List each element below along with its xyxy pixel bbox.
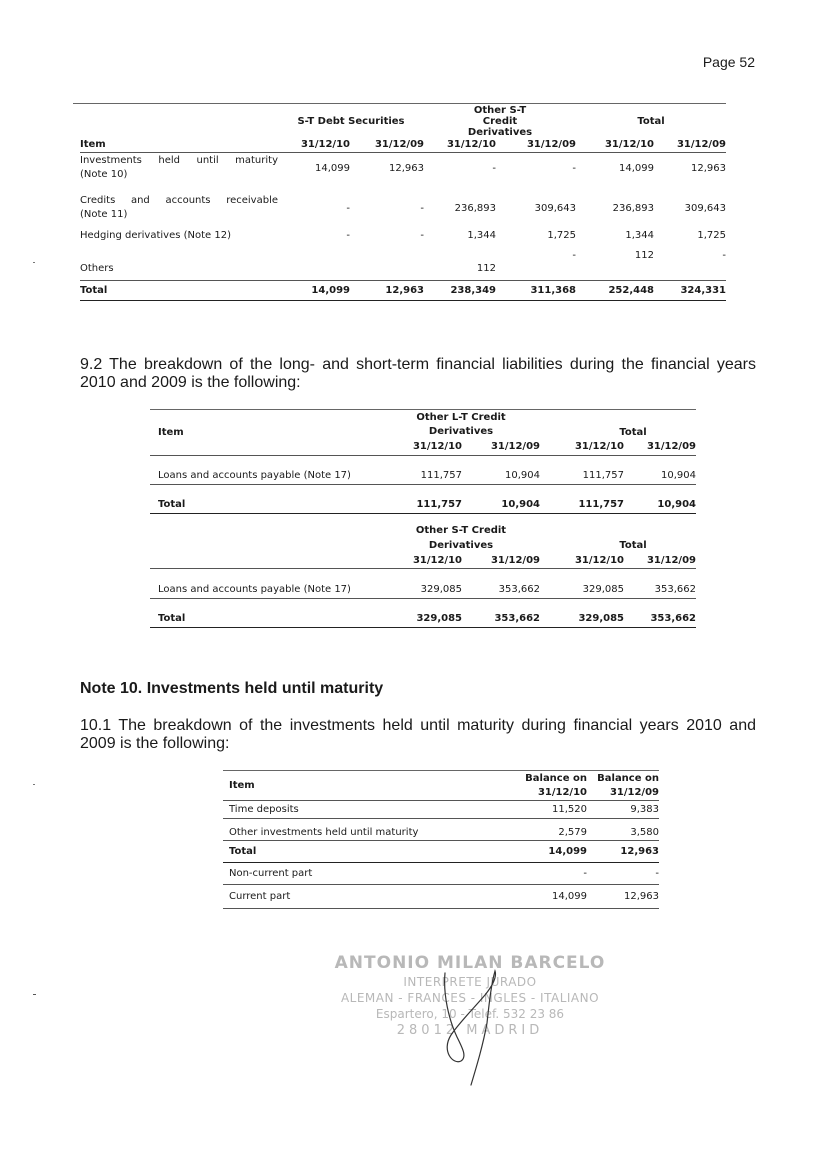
scan-mark [33, 784, 35, 785]
cell: 10,904 [462, 496, 540, 513]
row-label: Loans and accounts payable (Note 17) [150, 467, 382, 484]
cell: 111,757 [540, 467, 624, 484]
cell: 1,344 [467, 229, 496, 241]
row-label: Credits and accounts receivable [80, 195, 278, 206]
table-row [223, 862, 659, 884]
table2-date: 31/12/09 [462, 439, 540, 455]
stamp-city: 28012 MADRID [396, 1023, 544, 1038]
table3-col-header: Balance on [525, 773, 587, 784]
row-label: Current part [223, 884, 503, 908]
cell: - [492, 162, 496, 174]
table2-date: 31/12/10 [540, 553, 624, 568]
cell: 309,643 [534, 202, 576, 214]
row-label: Total [223, 840, 503, 862]
cell: 11,520 [503, 800, 587, 818]
table2-date: 31/12/10 [540, 439, 624, 455]
table1-group-header: S-T Debt Securities [297, 116, 405, 127]
table2-date: 31/12/10 [382, 439, 462, 455]
row-label: (Note 11) [80, 209, 128, 220]
table3-col-header: Balance on [597, 773, 659, 784]
cell: 14,099 [503, 884, 587, 908]
note10-heading: Note 10. Investments held until maturity [80, 680, 384, 697]
table2-total-group-header: Total [619, 426, 647, 438]
table2-date: 31/12/09 [624, 439, 696, 455]
row-label: Loans and accounts payable (Note 17) [150, 581, 382, 598]
table2-st-group-header: Other S-T Credit Derivatives [415, 525, 507, 551]
cell: 329,085 [540, 610, 624, 627]
table1 [80, 105, 726, 301]
stamp-name: ANTONIO MILAN BARCELO [334, 953, 606, 973]
cell: 353,662 [624, 610, 696, 627]
row-label: Hedging derivatives (Note 12) [80, 229, 231, 241]
table1-date: 31/12/10 [424, 138, 496, 152]
cell: 10,904 [624, 496, 696, 513]
cell: 236,893 [454, 202, 496, 214]
cell: 9,383 [587, 800, 659, 818]
cell: 111,757 [382, 496, 462, 513]
table3 [223, 772, 659, 909]
note10-text: 10.1 The breakdown of the investments held until maturity during financial years 2010 and 2009 is the following: [80, 717, 756, 752]
row-label: Total [80, 280, 278, 300]
row-label: Others [80, 263, 114, 274]
total-row [150, 610, 696, 627]
scan-mark [33, 994, 36, 995]
cell: - [503, 862, 587, 884]
stamp-languages: ALEMAN - FRANCES - INGLES - ITALIANO [340, 991, 600, 1005]
row-label: Total [150, 610, 382, 627]
table-row [150, 581, 696, 598]
total-row [150, 496, 696, 513]
section-9-2-text: 9.2 The breakdown of the long- and short-term financial liabilities during the financial years 2010 and 2009 is the following: [80, 356, 756, 391]
row-label: Time deposits [223, 800, 503, 818]
table2-total-group-header: Total [619, 540, 647, 551]
stamp-title: INTERPRETE JURADO [403, 975, 537, 989]
cell: 3,580 [587, 818, 659, 840]
cell: - [346, 202, 350, 214]
cell: - [572, 162, 576, 174]
cell: 353,662 [462, 610, 540, 627]
table-row [80, 246, 726, 274]
table-row [80, 152, 726, 184]
signature-icon [415, 965, 525, 1090]
table2-date: 31/12/09 [624, 553, 696, 568]
cell: - [722, 250, 726, 261]
cell: 329,085 [382, 581, 462, 598]
cell: 236,893 [612, 202, 654, 214]
cell: 252,448 [576, 280, 654, 300]
cell: 10,904 [462, 467, 540, 484]
table-row [223, 884, 659, 908]
table2 [150, 411, 696, 628]
cell: 112 [634, 250, 654, 261]
row-label: (Note 10) [80, 169, 128, 181]
cell: 238,349 [424, 280, 496, 300]
table1-date: 31/12/09 [350, 138, 424, 152]
cell: 329,085 [382, 610, 462, 627]
table3-col-header: 31/12/10 [503, 785, 587, 800]
cell: 1,725 [697, 229, 726, 241]
stamp-address: Espartero, 10 - Telef. 532 23 86 [375, 1007, 565, 1021]
cell: 14,099 [315, 162, 350, 174]
table3-top-rule [223, 770, 659, 771]
table1-group-header: Other S-T Credit Derivatives [467, 105, 533, 138]
cell: 12,963 [587, 884, 659, 908]
table3-item-header: Item [223, 772, 503, 800]
cell: 353,662 [462, 581, 540, 598]
table2-item-header: Item [158, 426, 184, 438]
row-label: Total [150, 496, 382, 513]
cell: 1,344 [625, 229, 654, 241]
cell [278, 246, 350, 274]
table-row [223, 800, 659, 818]
cell: 10,904 [624, 467, 696, 484]
page-number: Page 52 [702, 54, 755, 70]
table1-date: 31/12/10 [576, 138, 654, 152]
cell [350, 246, 424, 274]
row-label: Non-current part [223, 862, 503, 884]
cell: 111,757 [540, 496, 624, 513]
table1-top-rule [73, 103, 726, 104]
table2-date: 31/12/09 [462, 553, 540, 568]
cell: 112 [476, 263, 496, 274]
cell: 324,331 [654, 280, 726, 300]
cell: 1,725 [547, 229, 576, 241]
table1-date: 31/12/09 [496, 138, 576, 152]
total-row [80, 280, 726, 300]
cell: 12,963 [587, 840, 659, 862]
cell: 12,963 [389, 162, 424, 174]
table1-item-header: Item [80, 138, 278, 152]
table-row [80, 224, 726, 246]
cell: - [346, 229, 350, 241]
table-row [223, 818, 659, 840]
cell: 353,662 [624, 581, 696, 598]
table3-col-header: 31/12/09 [587, 785, 659, 800]
cell: 12,963 [350, 280, 424, 300]
cell: 329,085 [540, 581, 624, 598]
scan-mark [33, 262, 35, 263]
row-label: Investments held until maturity [80, 155, 278, 167]
table2-lt-group-header: Other L-T Credit Derivatives [416, 412, 506, 437]
cell: 12,963 [691, 162, 726, 174]
cell: 2,579 [503, 818, 587, 840]
cell: 111,757 [382, 467, 462, 484]
cell: - [572, 250, 576, 261]
cell: 14,099 [619, 162, 654, 174]
total-row [223, 840, 659, 862]
table1-group-header: Total [637, 116, 665, 127]
table2-date: 31/12/10 [382, 553, 462, 568]
cell: 309,643 [684, 202, 726, 214]
table-row [80, 192, 726, 224]
cell: 311,368 [496, 280, 576, 300]
cell: - [587, 862, 659, 884]
table1-date: 31/12/09 [654, 138, 726, 152]
table1-date: 31/12/10 [278, 138, 350, 152]
cell: - [420, 202, 424, 214]
table2-top-rule [150, 409, 696, 410]
signature-stroke [445, 971, 496, 1085]
row-label: Other investments held until maturity [223, 818, 503, 840]
cell: 14,099 [278, 280, 350, 300]
table-row [150, 467, 696, 484]
cell: 14,099 [503, 840, 587, 862]
cell: - [420, 229, 424, 241]
